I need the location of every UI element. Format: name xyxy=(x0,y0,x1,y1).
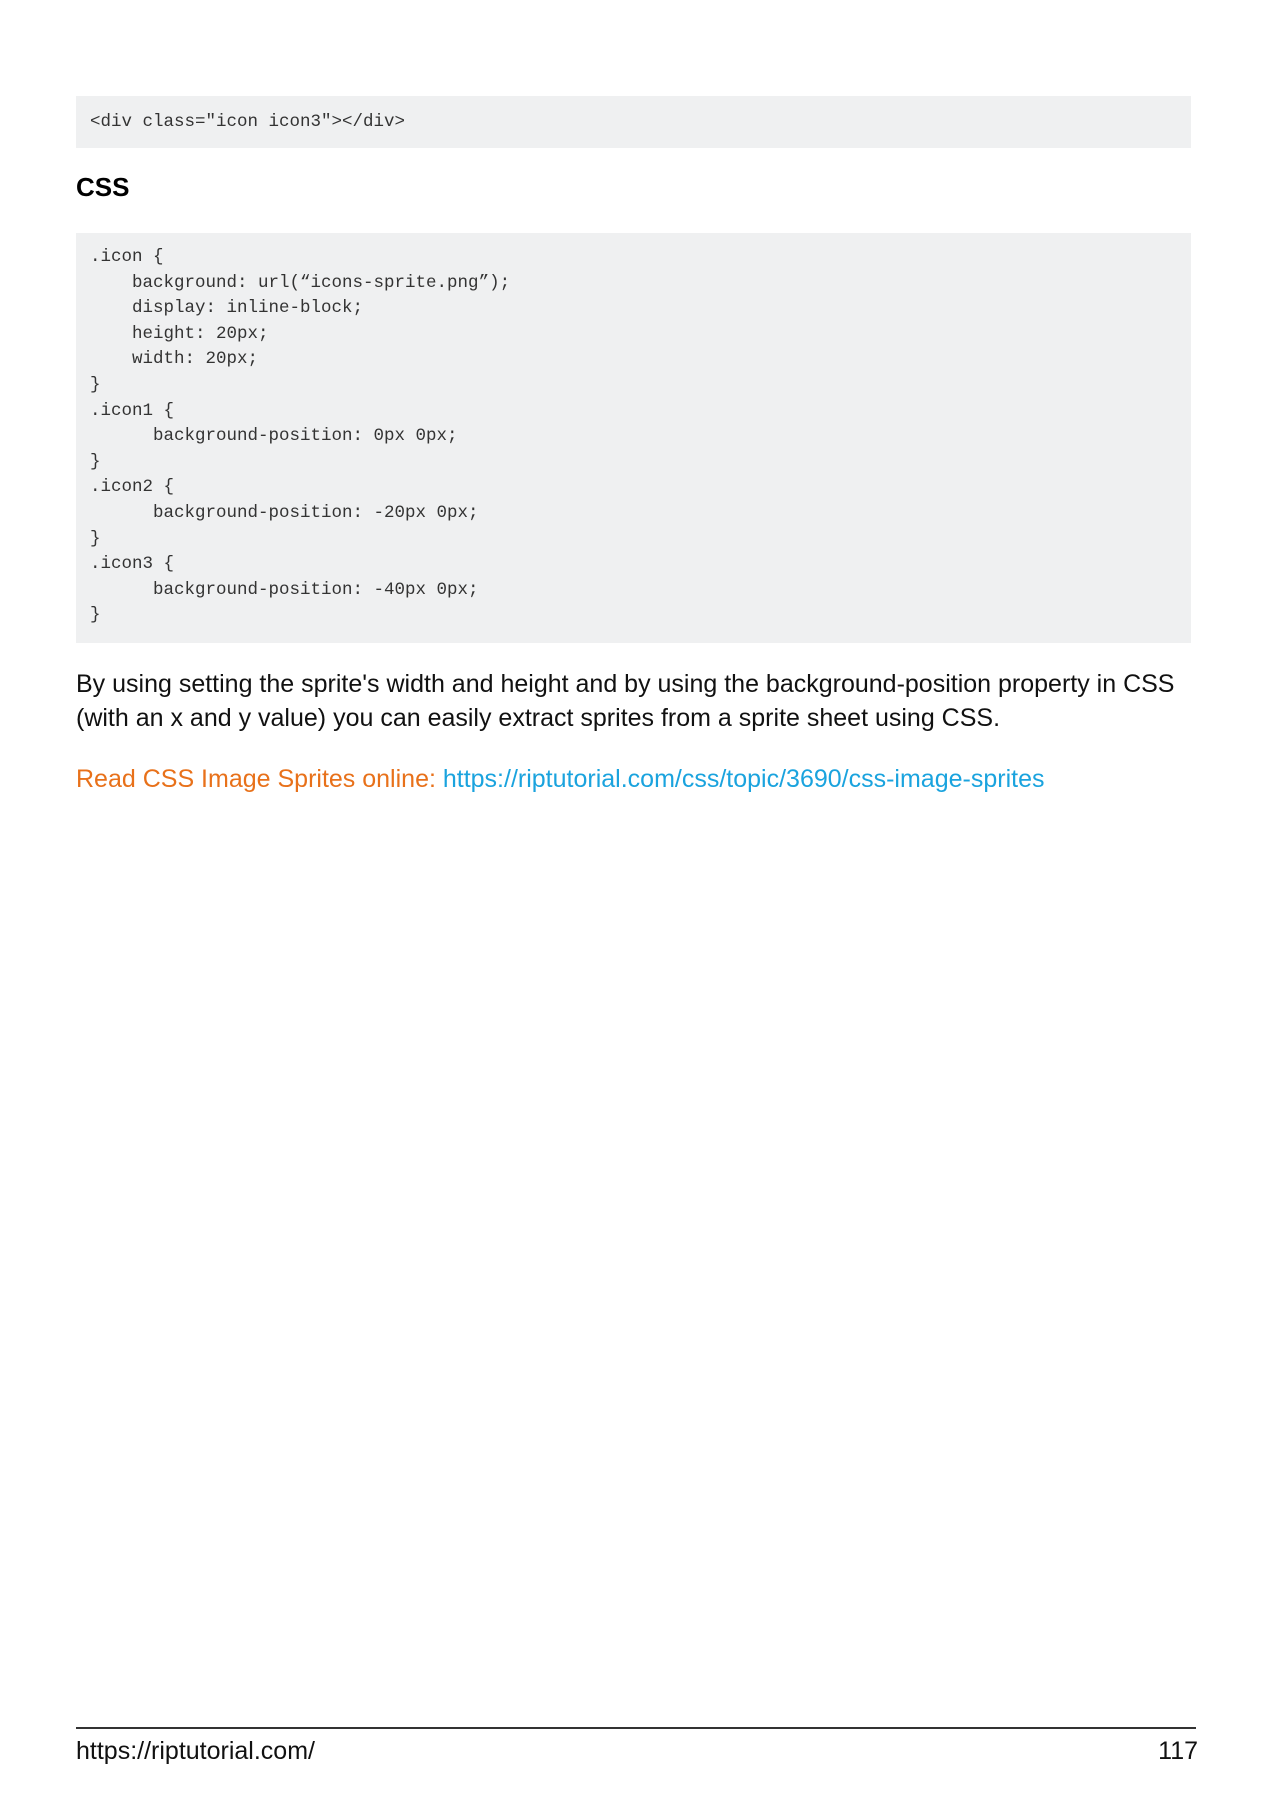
code-block-css: .icon { background: url(“icons-sprite.png”); display: inline-block; height: 20px; width: 20px; } .icon1 { background-position: 0px 0px; } .icon2 { background-position: -20px 0px; } .icon3 { background-position: -40px 0px; } xyxy=(76,233,1191,643)
read-online-label: Read CSS Image Sprites online: xyxy=(76,765,443,793)
body-paragraph: By using setting the sprite's width and height and by using the background-position property in CSS (with an x and y value) you can easily extract sprites from a sprite sheet using CSS. xyxy=(76,670,1175,732)
footer-url: https://riptutorial.com/ xyxy=(76,1737,315,1765)
read-online-line xyxy=(76,762,1044,796)
section-heading: CSS xyxy=(76,172,130,202)
page-number: 117 xyxy=(1158,1737,1198,1765)
topic-link[interactable]: https://riptutorial.com/css/topic/3690/css-image-sprites xyxy=(442,765,1045,793)
code-block-html: <div class="icon icon3"></div> xyxy=(76,96,1191,148)
footer-divider xyxy=(76,1727,1196,1729)
